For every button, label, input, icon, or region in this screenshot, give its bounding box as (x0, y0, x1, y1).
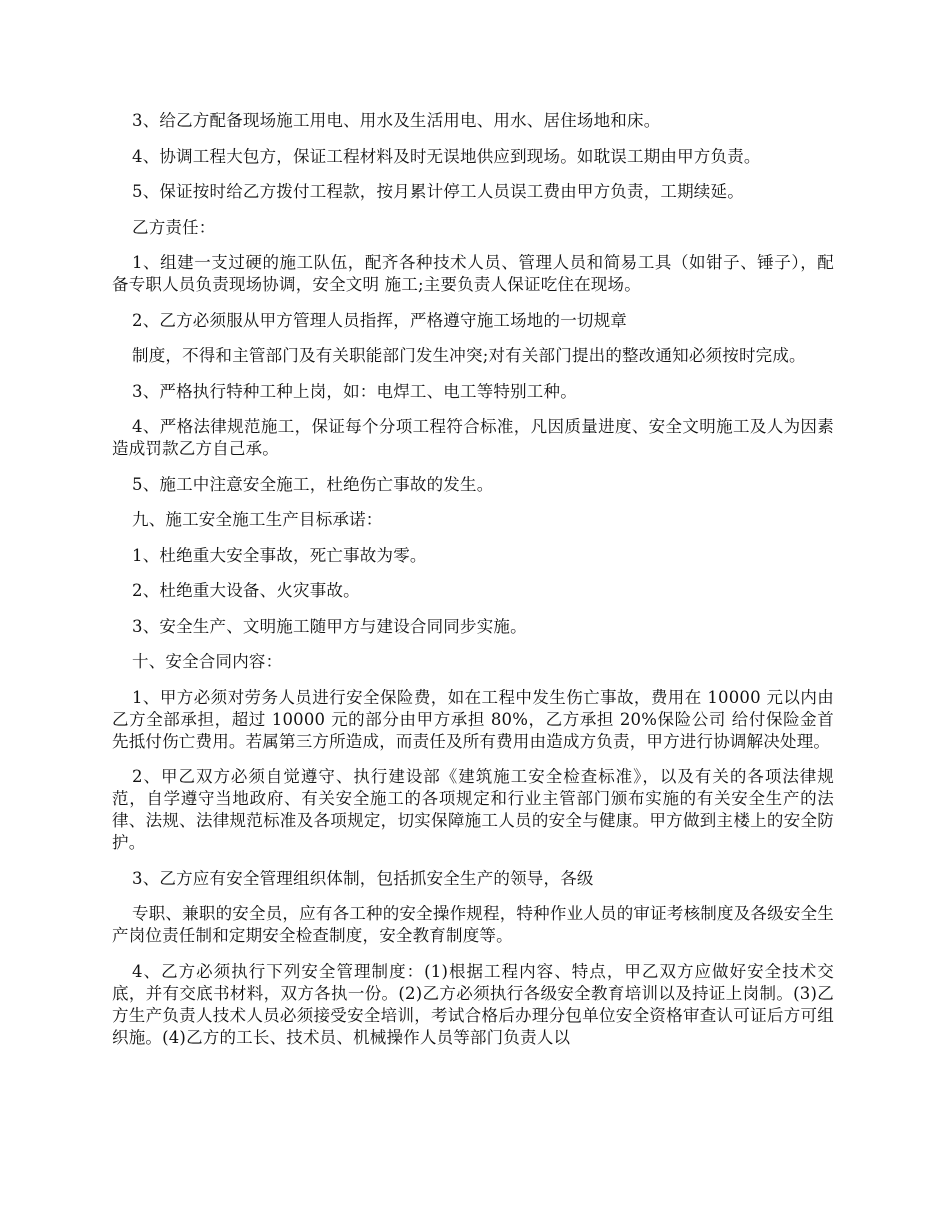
paragraph: 2、杜绝重大设备、火灾事故。 (132, 581, 360, 600)
section-heading: 九、施工安全施工生产目标承诺： (132, 510, 383, 529)
paragraph: 3、给乙方配备现场施工用电、用水及生活用电、用水、居住场地和床。 (132, 111, 661, 130)
paragraph: 制度，不得和主管部门及有关职能部门发生冲突;对有关部门提出的整改通知必须按时完成。 (132, 346, 806, 365)
paragraph: 3、严格执行特种工种上岗，如：电焊工、电工等特别工种。 (132, 381, 577, 401)
paragraph: 专职、兼职的安全员，应有各工种的安全操作规程，特种作业人员的审证考核制度及各级安全生产岗位责任制和定期安全检查制度，安全教育制度等。 (112, 904, 834, 945)
paragraph: 1、甲方必须对劳务人员进行安全保险费，如在工程中发生伤亡事故，费用在 10000 元以内由乙方全部承担，超过 10000 元的部分由甲方承担 80%，乙方承担 20%保险公司 给付保险金首先抵付伤亡费用。若属第三方所造成，而责任及所有费用由造成方负责，甲方进行协调解决处理。 (112, 687, 834, 751)
paragraph: 4、乙方必须执行下列安全管理制度：(1)根据工程内容、特点，甲乙双方应做好安全技术交底，并有交底书材料，双方各执一份。(2)乙方必须执行各级安全教育培训以及持证上岗制。(3)乙方生产负责人技术人员必须接受安全培训，考试合格后办理分包单位安全资格审查认可证后方可组织施。(4)乙方的工长、技术员、机械操作人员等部门负责人以 (112, 961, 834, 1047)
paragraph: 3、安全生产、文明施工随甲方与建设合同同步实施。 (132, 616, 527, 636)
paragraph: 5、施工中注意安全施工，杜绝伤亡事故的发生。 (132, 474, 494, 494)
section-heading: 乙方责任： (132, 217, 216, 237)
paragraph: 5、保证按时给乙方拨付工程款，按月累计停工人员误工费由甲方负责，工期续延。 (132, 182, 744, 201)
paragraph: 4、严格法律规范施工，保证每个分项工程符合标准，凡因质量进度、安全文明施工及人为因素造成罚款乙方自己承。 (112, 417, 834, 458)
paragraph: 4、协调工程大包方，保证工程材料及时无误地供应到现场。如耽误工期由甲方负责。 (132, 146, 761, 166)
paragraph: 2、甲乙双方必须自觉遵守、执行建设部《建筑施工安全检查标准》，以及有关的各项法律规范，自学遵守当地政府、有关安全施工的各项规定和行业主管部门颁布实施的有关安全生产的法律、法规、法律规范标准及各项规定，切实保障施工人员的安全与健康。甲方做到主楼上的安全防护。 (112, 767, 834, 852)
document-body (112, 110, 834, 1062)
paragraph: 1、组建一支过硬的施工队伍，配齐各种技术人员、管理人员和简易工具（如钳子、锤子），配备专职人员负责现场协调，安全文明 施工;主要负责人保证吃住在现场。 (112, 253, 834, 294)
section-heading: 十、安全合同内容： (132, 652, 283, 671)
paragraph: 3、乙方应有安全管理组织体制，包括抓安全生产的领导，各级 (132, 868, 594, 888)
paragraph: 1、杜绝重大安全事故，死亡事故为零。 (132, 545, 427, 565)
paragraph: 2、乙方必须服从甲方管理人员指挥，严格遵守施工场地的一切规章 (132, 310, 627, 330)
